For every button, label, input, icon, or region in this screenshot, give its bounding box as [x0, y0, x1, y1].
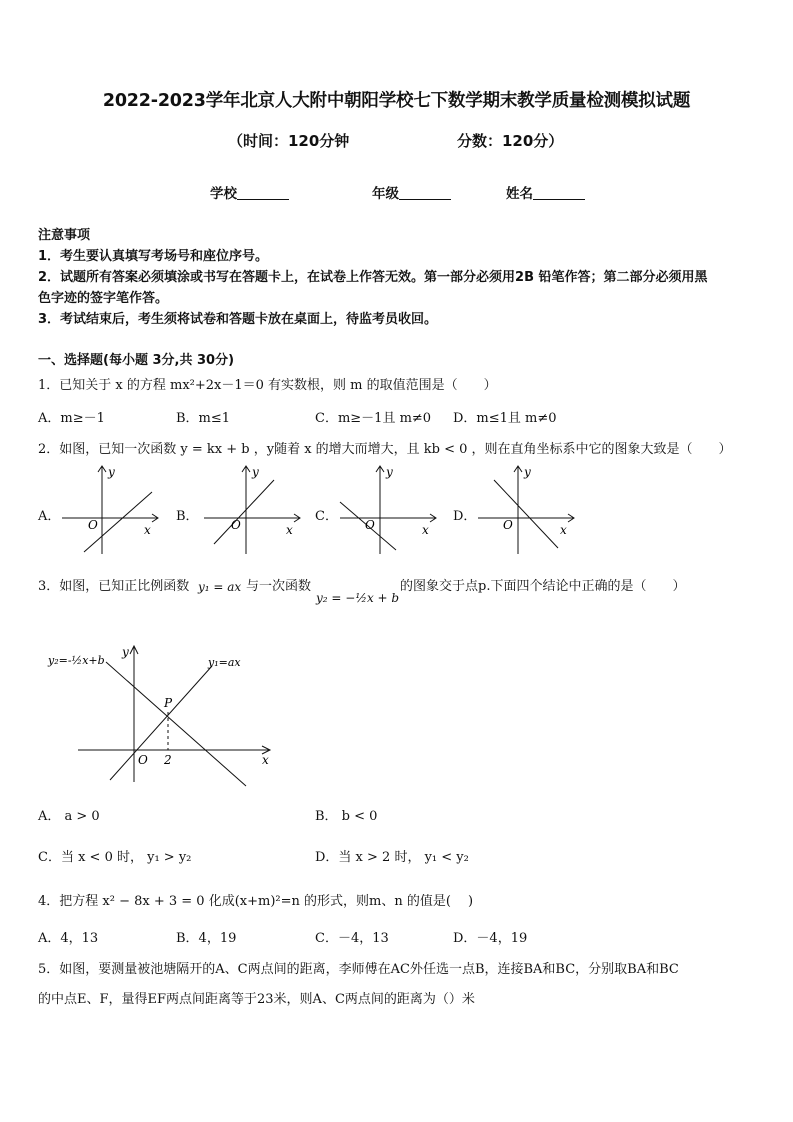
grade-label: 年级	[372, 186, 399, 202]
q3-graph	[46, 640, 286, 790]
notice-heading: 注意事项	[38, 228, 91, 243]
origin-label: O	[503, 518, 513, 532]
q4-stem: 4．把方程 x² − 8x + 3 = 0 化成(x+m)²=n 的形式，则m、n 的值是( )	[38, 894, 474, 909]
notice-item-3: 3．考试结束后，考生须将试卷和答题卡放在桌面上，待监考员收回。	[38, 312, 438, 327]
axis-x-label: x	[422, 523, 429, 537]
q3-stem-b: 与一次函数	[246, 579, 312, 594]
axis-y-label: y	[386, 465, 393, 479]
q2-letter-b: B．	[176, 509, 199, 524]
graph-label-y1: y₁=ax	[208, 656, 241, 669]
q3-option-c: C．当 x < 0 时， y₁ > y₂	[38, 850, 192, 865]
graph-tick-2: 2	[164, 753, 172, 767]
notice-item-2-cont: 色字迹的签字笔作答。	[38, 291, 169, 306]
q1-option-c: C．m≥－1且 m≠0	[315, 411, 432, 426]
q4-option-d: D．－4，19	[453, 931, 528, 946]
origin-label: O	[138, 753, 148, 767]
page-title: 2022-2023学年北京人大附中朝阳学校七下数学期末教学质量检测模拟试题	[102, 91, 691, 111]
q2-graph-c	[336, 462, 441, 557]
q1-option-b: B．m≤1	[176, 411, 231, 426]
q1-stem: 1．已知关于 x 的方程 mx²+2x－1＝0 有实数根，则 m 的取值范围是（ ）	[38, 378, 497, 393]
origin-label: O	[88, 518, 98, 532]
axis-y-label: y	[122, 645, 129, 659]
origin-label: O	[365, 518, 375, 532]
q4-option-a: A．4，13	[38, 931, 99, 946]
axis-y-label: y	[524, 465, 531, 479]
name-blank	[533, 187, 585, 200]
q3-stem-a: 3．如图，已知正比例函数	[38, 579, 190, 594]
axis-x-label: x	[144, 523, 151, 537]
q4-option-b: B．4，19	[176, 931, 237, 946]
q3-fn2: y₂ = −½x + b	[316, 591, 400, 605]
q4-option-c: C．－4，13	[315, 931, 389, 946]
section-heading: 一、选择题(每小题 3分,共 30分)	[38, 353, 235, 368]
axis-x-label: x	[262, 753, 269, 767]
q2-stem: 2．如图，已知一次函数 y = kx + b ，y随着 x 的增大而增大，且 kb < 0 ，则在直角坐标系中它的图象大致是（ ）	[38, 442, 732, 457]
q1-option-a: A．m≥－1	[38, 411, 105, 426]
school-blank	[237, 187, 289, 200]
notice-item-1: 1．考生要认真填写考场号和座位序号。	[38, 249, 269, 264]
q3-stem-c: 的图象交于点p.下面四个结论中正确的是（ ）	[400, 579, 686, 594]
q2-letter-d: D．	[453, 509, 477, 524]
name-field	[506, 182, 585, 202]
q5-line-1: 5．如图，要测量被池塘隔开的A、C两点间的距离，李师傅在AC外任选一点B，连接BA和BC，分别取BA和BC	[38, 962, 679, 977]
axis-y-label: y	[108, 465, 115, 479]
q3-option-a: A． a > 0	[38, 809, 100, 824]
q3-fn1: y₁ = ax	[198, 580, 242, 594]
grade-blank	[399, 187, 451, 200]
q1-option-d: D．m≤1且 m≠0	[453, 411, 557, 426]
axis-x-label: x	[560, 523, 567, 537]
q2-graph-b	[200, 462, 305, 557]
name-label: 姓名	[506, 186, 533, 202]
q3-option-d: D．当 x > 2 时， y₁ < y₂	[315, 850, 469, 865]
q2-letter-a: A．	[38, 509, 61, 524]
axis-y-label: y	[252, 465, 259, 479]
q3-option-b: B． b < 0	[315, 809, 378, 824]
origin-label: O	[231, 518, 241, 532]
graph-point-p: P	[164, 696, 173, 710]
grade-field	[372, 182, 451, 202]
notice-item-2: 2．试题所有答案必须填涂或书写在答题卡上，在试卷上作答无效。第一部分必须用2B 铅笔作答；第二部分必须用黑	[38, 270, 708, 285]
exam-time: （时间：120分钟	[228, 132, 350, 150]
q2-graph-a	[58, 462, 163, 557]
graph-label-y2: y₂=-½x+b	[48, 654, 105, 667]
q2-letter-c: C．	[315, 509, 338, 524]
axis-x-label: x	[286, 523, 293, 537]
q5-line-2: 的中点E、F，量得EF两点间距离等于23米，则A、C两点间的距离为（）米	[38, 992, 475, 1007]
school-field	[210, 182, 289, 202]
school-label: 学校	[210, 186, 237, 202]
exam-score: 分数：120分）	[457, 132, 564, 150]
q2-graph-d	[474, 462, 579, 557]
